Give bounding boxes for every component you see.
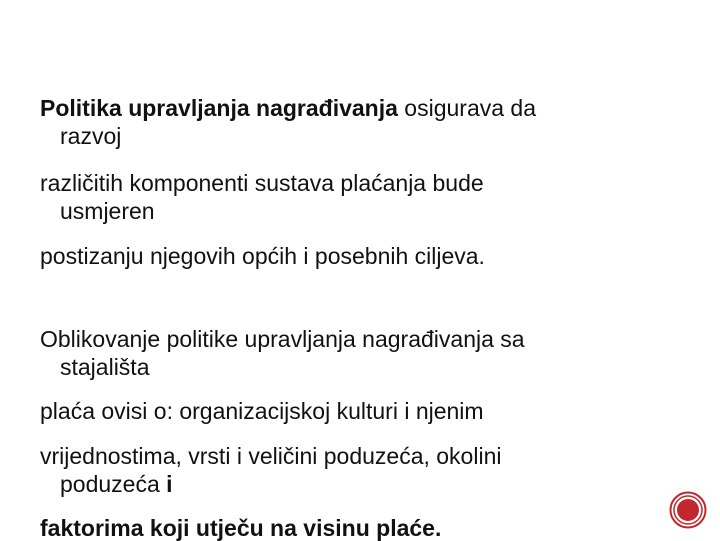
para1-line5: postizanju njegovih općih i posebnih ciljeva. [40,243,485,269]
para1-bold-phrase: Politika upravljanja nagrađivanja [40,95,398,121]
para1-line1 [40,97,536,120]
para2-line6 [40,517,441,540]
para2-line3: plaća ovisi o: organizacijskoj kulturi i njenim [40,398,484,424]
para2-line2: stajališta [60,354,150,380]
para2-line1: Oblikovanje politike upravljanja nagrađivanja sa [40,326,525,352]
para2-line4: vrijednostima, vrsti i veličini poduzeća, okolini [40,443,502,469]
para2-line5-bold: i [166,471,173,497]
circle-target-icon [669,491,707,529]
para1-line1-rest: osigurava da [397,95,536,121]
para2-line5-text: poduzeća [60,471,167,497]
para1-line2: razvoj [60,123,122,149]
para2-line5 [60,473,173,496]
para1-line3: različitih komponenti sustava plaćanja bude [40,170,484,196]
para1-line4: usmjeren [60,198,155,224]
slide-nav-button[interactable] [669,491,707,529]
para2-bold-phrase: faktorima koji utječu na visinu plaće. [40,515,442,541]
